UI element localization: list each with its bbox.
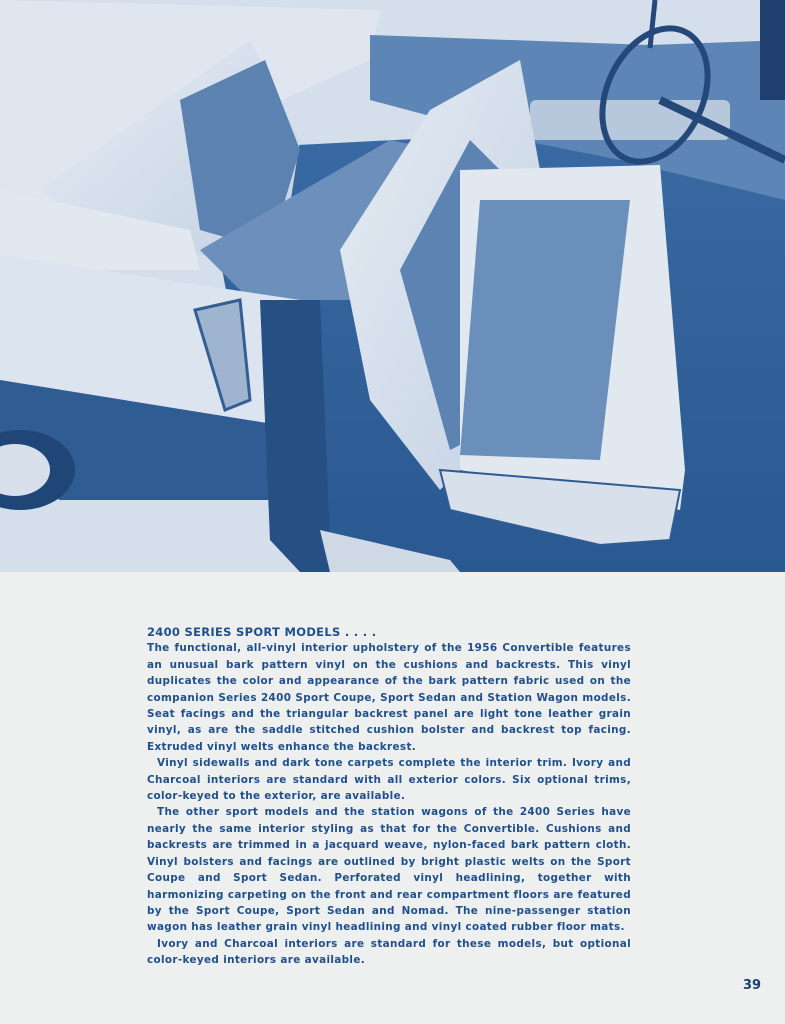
- page-number: 39: [743, 978, 762, 993]
- section-heading: 2400 SERIES SPORT MODELS . . . .: [147, 625, 377, 639]
- paragraph-convertible-upholstery: The functional, all-vinyl interior upholstery of the 1956 Convertible features an unusual bark pattern vinyl on the cushions and backrests. This vinyl duplicates the color and appearance of the bark pattern fabric used on the companion Series 2400 Sport Coupe, Sport Sedan and Station Wagon models. Seat facings and the triangular backrest panel are light tone leather grain vinyl, as are the saddle stitched cushion bolster and backrest top facing. Extruded vinyl welts enhance the backrest.: [147, 642, 631, 753]
- paragraph-interior-trim: Vinyl sidewalls and dark tone carpets complete the interior trim. Ivory and Charcoal interiors are standard with all exterior colors. Six optional trims, color-keyed to the exterior, are available.: [147, 757, 631, 803]
- paragraph-other-models: The other sport models and the station wagons of the 2400 Series have nearly the same interior styling as that for the Convertible. Cushions and backrests are trimmed in a jacquard weave, nylon-faced bark pattern cloth. Vinyl bolsters and facings are outlined by bright plastic welts on the Sport Coupe and Sport Sedan. Perforated vinyl headlining, together with harmonizing carpeting on the front and rear compartment floors are featured by the Sport Coupe, Sport Sedan and Nomad. The nine-passenger station wagon has leather grain vinyl headlining and vinyl coated rubber floor mats.: [147, 806, 631, 934]
- body-text: [147, 624, 631, 969]
- paragraph-interior-options: Ivory and Charcoal interiors are standard for these models, but optional color-keyed interiors are available.: [147, 937, 631, 967]
